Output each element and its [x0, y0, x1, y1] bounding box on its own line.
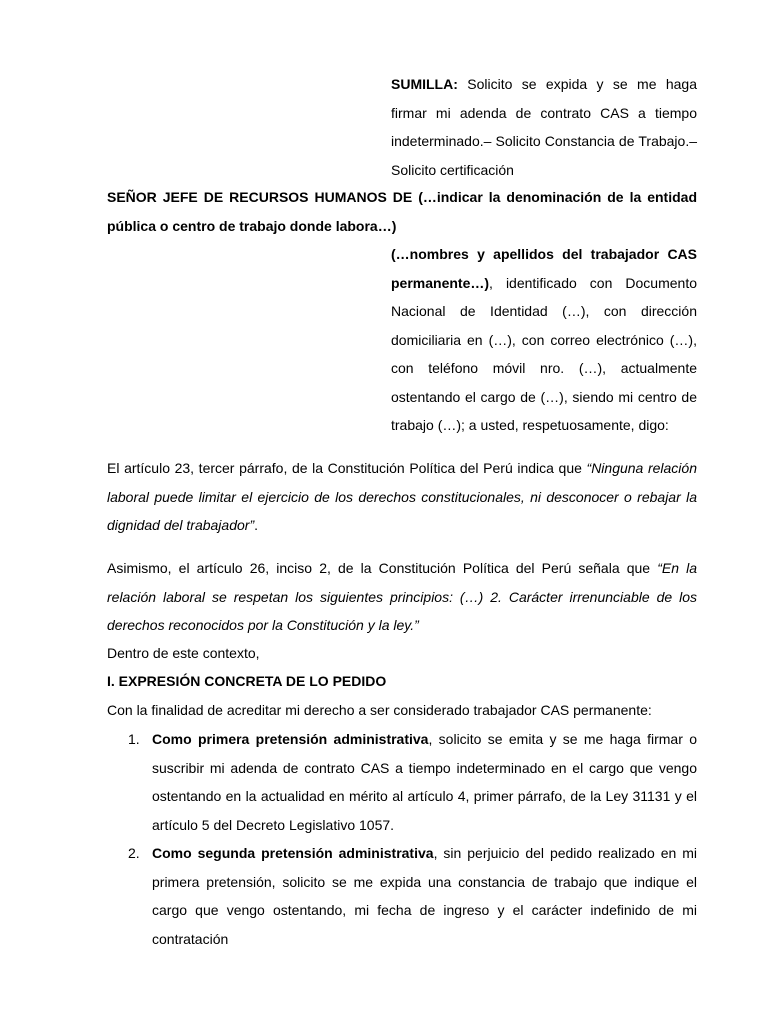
requests-list	[107, 725, 697, 953]
paragraph-article-26-quote: “En la relación laboral se respetan los siguientes principios: (…) 2. Carácter irrenunciable de los derechos reconocidos por la Constitución y la ley.”	[107, 560, 698, 633]
paragraph-article-23-end: .	[254, 517, 258, 533]
petitioner-paragraph	[391, 240, 697, 440]
sumilla-text: Solicito se expida y se me haga firmar mi adenda de contrato CAS a tiempo indeterminado.– Solicito Constancia de Trabajo.– Solicito certificación	[391, 76, 697, 178]
paragraph-article-23-quote: “Ninguna relación laboral puede limitar el ejercicio de los derechos constitucionales, ni desconocer o rebajar la dignidad del trabajador”	[107, 460, 697, 533]
addressee: SEÑOR JEFE DE RECURSOS HUMANOS DE (…indicar la denominación de la entidad pública o centro de trabajo donde labora…)	[107, 189, 697, 234]
list-item-number: 1.	[128, 731, 140, 747]
paragraph-article-23	[107, 454, 697, 540]
list-item-bold: Como primera pretensión administrativa	[152, 731, 429, 747]
petitioner-text: , identificado con Documento Nacional de Identidad (…), con dirección domiciliaria en (…), con correo electrónico (…), con teléfono móvil nro. (…), actualmente ostentando el cargo de (…), siendo mi centro de trabajo (…); a usted, respetuosamente, digo:	[391, 274, 697, 433]
sumilla	[391, 70, 697, 184]
list-item	[107, 725, 697, 839]
section-heading: I. EXPRESIÓN CONCRETA DE LO PEDIDO	[107, 673, 387, 689]
list-item-text: , sin perjuicio del pedido realizado en mi primera pretensión, solicito se me expida una constancia de trabajo que indique el cargo que vengo ostentando, mi fecha de ingreso y el carácter indefinido de mi contratación	[152, 845, 697, 947]
list-item	[107, 839, 697, 953]
context-line: Dentro de este contexto,	[107, 645, 260, 661]
paragraph-article-26	[107, 554, 697, 640]
intro-line: Con la finalidad de acreditar mi derecho a ser considerado trabajador CAS permanente:	[107, 702, 652, 718]
paragraph-article-23-text: El artículo 23, tercer párrafo, de la Constitución Política del Perú indica que	[107, 460, 587, 476]
petitioner-name-placeholder: (…nombres y apellidos del trabajador CAS permanente…)	[391, 246, 697, 291]
paragraph-article-26-text: Asimismo, el artículo 26, inciso 2, de la Constitución Política del Perú señala que	[107, 560, 658, 576]
list-item-text: , solicito se emita y se me haga firmar o suscribir mi adenda de contrato CAS a tiempo indeterminado en el cargo que vengo ostentando en la actualidad en mérito al artículo 4, primer párrafo, de la Ley 31131 y el artículo 5 del Decreto Legislativo 1057.	[152, 731, 697, 833]
sumilla-label: SUMILLA:	[391, 76, 458, 92]
list-item-number: 2.	[128, 845, 140, 861]
list-item-bold: Como segunda pretensión administrativa	[152, 845, 434, 861]
